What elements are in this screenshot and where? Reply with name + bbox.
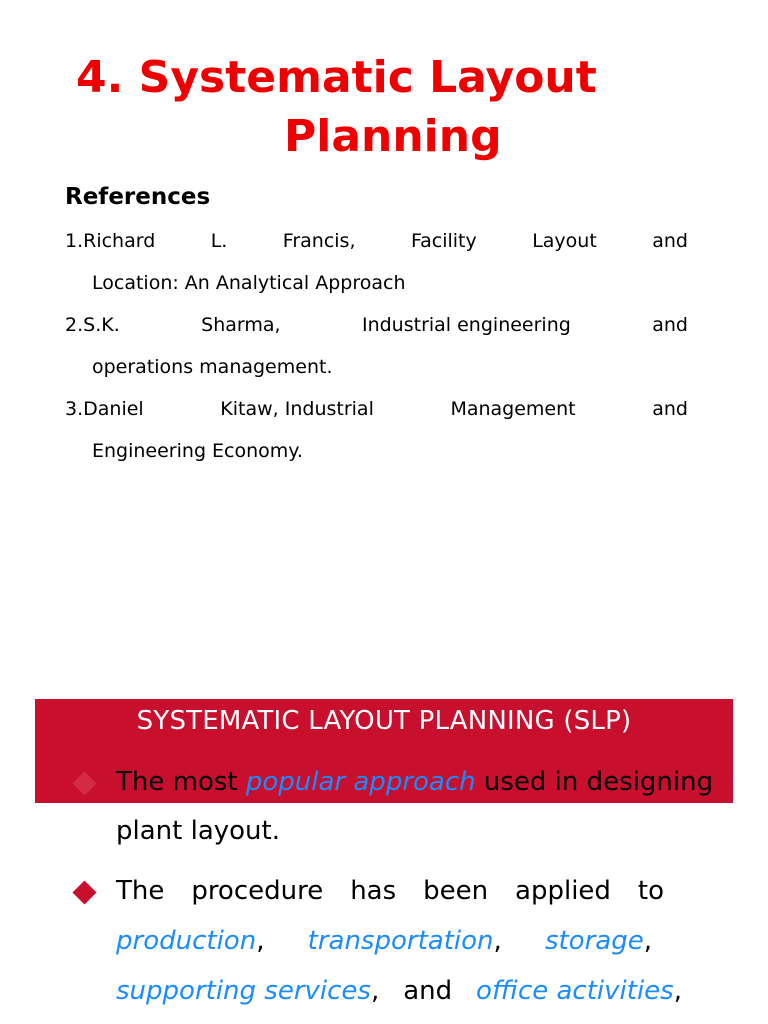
comma: ,	[673, 976, 682, 1006]
term: production	[116, 926, 257, 956]
term: transportation	[307, 926, 494, 956]
term-supporting-services	[116, 976, 379, 1010]
ref-word: Facility	[410, 230, 477, 252]
ref-word: 2.S.K.	[65, 314, 120, 336]
ref-word: and	[652, 230, 688, 252]
term: storage	[544, 926, 644, 956]
bullet-word: to	[637, 876, 664, 906]
reference-1-line-2: Location: An Analytical Approach	[92, 272, 406, 294]
reference-2-line-2: operations management.	[92, 356, 333, 378]
bullet-2-line-1	[116, 876, 664, 910]
term: supporting services	[116, 976, 371, 1006]
reference-3-line-1	[65, 398, 688, 424]
bullet-word: has	[350, 876, 397, 906]
highlight-popular-approach: popular approach	[245, 767, 476, 797]
bullet-1-line-1	[116, 767, 714, 801]
bullet-1-line-2: plant layout.	[116, 816, 280, 846]
ref-word: 3.Daniel	[65, 398, 144, 420]
comma: ,	[643, 926, 652, 956]
reference-3-line-2: Engineering Economy.	[92, 440, 303, 462]
term: office activities	[476, 976, 674, 1006]
references-heading: References	[65, 184, 211, 210]
comma: ,	[493, 926, 502, 956]
ref-word: Management	[450, 398, 576, 420]
reference-1-line-1	[65, 230, 688, 256]
bullet-word: procedure	[191, 876, 324, 906]
bullet-word: applied	[515, 876, 611, 906]
term-storage	[545, 926, 652, 960]
ref-word: and	[652, 314, 688, 336]
ref-word: Francis,	[282, 230, 356, 252]
bullet-text: used in designing	[475, 767, 714, 797]
slide-title-line-2: Planning	[284, 111, 502, 162]
ref-word: Industrial engineering	[361, 314, 571, 336]
term-transportation	[308, 926, 502, 960]
ref-word: Sharma,	[201, 314, 281, 336]
bullet-word: been	[423, 876, 489, 906]
ref-word: 1.Richard	[65, 230, 156, 252]
ref-word: Kitaw, Industrial	[220, 398, 374, 420]
bullet-word: and	[403, 976, 453, 1006]
slp-heading: SYSTEMATIC LAYOUT PLANNING (SLP)	[136, 706, 632, 736]
term-production	[116, 926, 264, 960]
bullet-word: The	[116, 876, 165, 906]
reference-2-line-1	[65, 314, 688, 340]
slide-title-line-1: 4. Systematic Layout	[76, 52, 597, 103]
bullet-text: The most	[116, 767, 246, 797]
comma: ,	[256, 926, 265, 956]
diamond-bullet-icon	[72, 880, 96, 904]
comma: ,	[370, 976, 380, 1006]
bullet-2-line-2	[116, 926, 652, 960]
ref-word: Layout	[532, 230, 597, 252]
bullet-2-line-3	[116, 976, 682, 1010]
ref-word: L.	[210, 230, 228, 252]
term-office-activities	[476, 976, 682, 1010]
ref-word: and	[652, 398, 688, 420]
